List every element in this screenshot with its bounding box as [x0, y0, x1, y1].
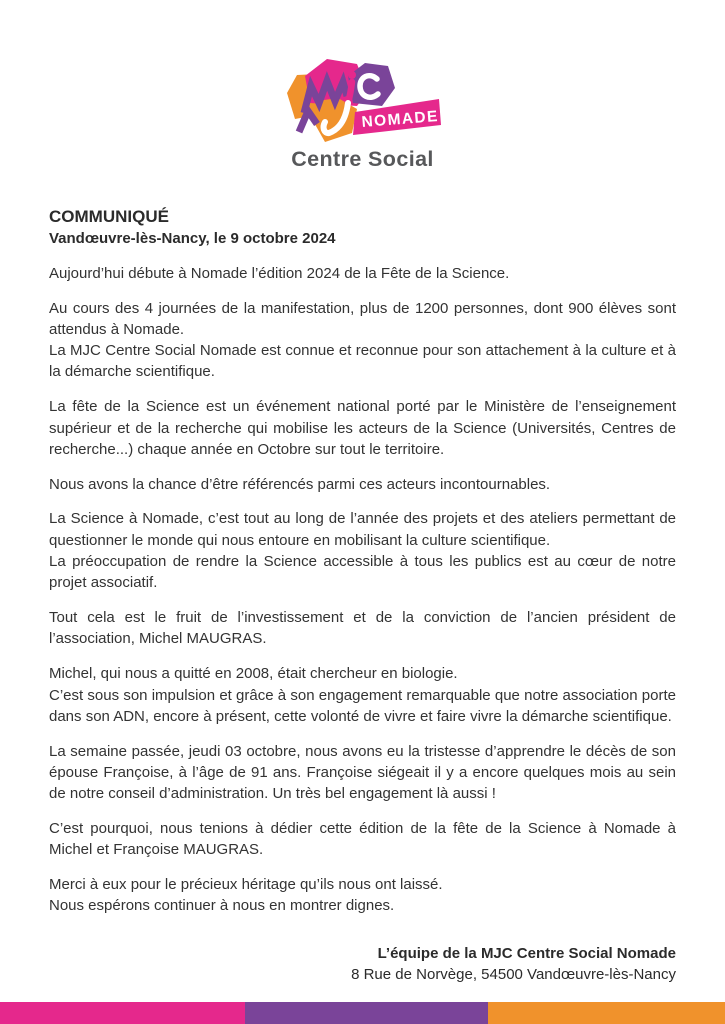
dateline: Vandœuvre-lès-Nancy, le 9 octobre 2024 — [49, 230, 336, 247]
document-title: COMMUNIQUÉ — [49, 207, 169, 226]
mjc-nomade-logo-icon — [285, 56, 441, 142]
paragraph: La Science à Nomade, c’est tout au long de l’année des projets et des ateliers permettant de questionner le monde qui nous entoure en mobilisant la culture scientifique. La préoccupation de rendre la Science accessible à tous les publics est au cœur de notre projet associatif. — [49, 510, 676, 592]
footer-stripe-segment-orange — [488, 1002, 725, 1024]
logo-brand-name: NOMADE — [360, 107, 439, 131]
paragraph: La fête de la Science est un événement national porté par le Ministère de l’enseignement supérieur et de la recherche qui mobilise les acteurs de la Science (Universités, Centres de recherche...) chaque année en Octobre sur tout le territoire. — [49, 398, 676, 458]
footer-stripe-segment-purple — [245, 1002, 488, 1024]
paragraph: Merci à eux pour le précieux héritage qu’ils nous ont laissé. Nous espérons continuer à nous en montrer dignes. — [49, 876, 443, 915]
paragraph: Nous avons la chance d’être référencés parmi ces acteurs incontournables. — [49, 475, 551, 493]
footer-stripe — [0, 1002, 725, 1024]
paragraph: Michel, qui nous a quitté en 2008, était chercheur en biologie. C’est sous son impulsion et grâce à son engagement remarquable que notre association porte dans son ADN, encore à présent, cette volonté de vivre et faire vivre la démarche scientifique. — [49, 665, 676, 725]
paragraph: Tout cela est le fruit de l’investissement et de la conviction de l’ancien président de l’association, Michel MAUGRAS. — [49, 609, 676, 648]
footer-stripe-segment-pink — [0, 1002, 245, 1024]
letter-j-dot — [348, 71, 356, 79]
paragraph: Au cours des 4 journées de la manifestation, plus de 1200 personnes, dont 900 élèves sont attendus à Nomade. La MJC Centre Social Nomade est connue et reconnue pour son attachement à la culture et à la démarche scientifique. — [49, 299, 676, 381]
paragraph: Aujourd’hui débute à Nomade l’édition 2024 de la Fête de la Science. — [49, 264, 510, 282]
logo-block — [49, 0, 676, 172]
logo-subtitle: Centre Social — [291, 147, 434, 171]
signature-block — [49, 943, 676, 986]
signature-address: 8 Rue de Norvège, 54500 Vandœuvre-lès-Nancy — [351, 966, 676, 984]
paragraph: La semaine passée, jeudi 03 octobre, nous avons eu la tristesse d’apprendre le décès de son épouse Françoise, à l’âge de 91 ans. Françoise siégeait il y a encore quelques mois au sein de notre conseil d’administration. Un très bel engagement là aussi ! — [49, 742, 676, 803]
signature-team: L’équipe de la MJC Centre Social Nomade — [377, 944, 676, 962]
letter-j-stem — [348, 82, 352, 103]
paragraphs-container — [49, 263, 676, 917]
paragraph: C’est pourquoi, nous tenions à dédier cette édition de la fête de la Science à Nomade à Michel et Françoise MAUGRAS. — [49, 820, 676, 859]
